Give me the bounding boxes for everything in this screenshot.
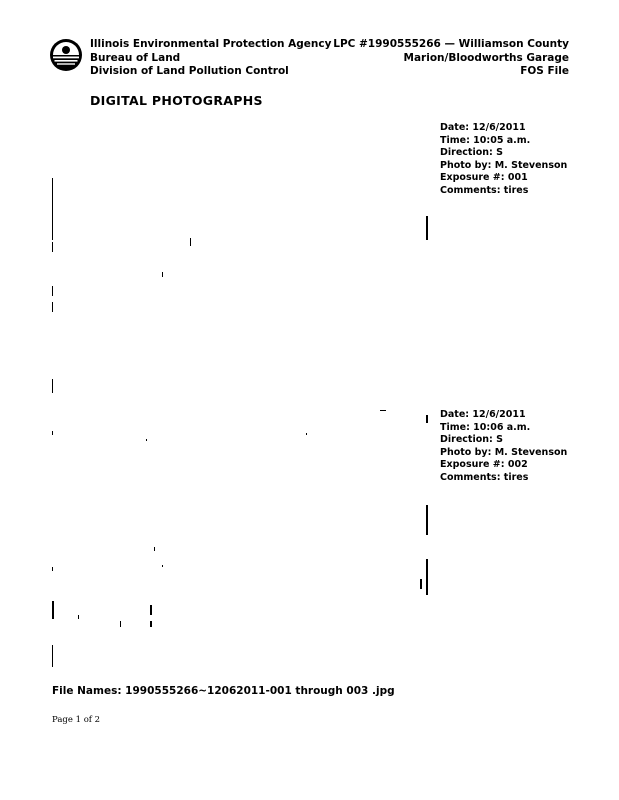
photo-comments: Comments: tires: [440, 184, 529, 196]
site-name: Marion/Bloodworths Garage: [403, 51, 569, 64]
agency-name: Illinois Environmental Protection Agency: [90, 38, 332, 50]
photo-2-details: [440, 409, 567, 485]
agency-header: [90, 38, 331, 79]
bureau-name: Bureau of Land: [90, 51, 181, 64]
file-names: File Names: 1990555266~12062011-001 through 003 .jpg: [52, 685, 395, 697]
photo-date: Date: 12/6/2011: [440, 409, 526, 420]
page-number: Page 1 of 2: [52, 715, 101, 725]
photo-time: Time: 10:05 a.m.: [440, 134, 531, 146]
photo-photographer: Photo by: M. Stevenson: [440, 159, 568, 171]
illinois-epa-logo-icon: [49, 38, 83, 72]
photo-2-image: [50, 375, 432, 670]
photo-direction: Direction: S: [440, 147, 503, 159]
photo-direction: Direction: S: [440, 434, 503, 446]
site-lpc-number: LPC #1990555266 — Williamson County: [333, 38, 569, 50]
photo-1-image: [50, 170, 432, 370]
photo-date: Date: 12/6/2011: [440, 122, 526, 133]
page-title: DIGITAL PHOTOGRAPHS: [90, 93, 263, 108]
photo-1-details: [440, 122, 567, 198]
photo-time: Time: 10:06 a.m.: [440, 421, 531, 433]
photo-exposure: Exposure #: 001: [440, 172, 528, 184]
photo-comments: Comments: tires: [440, 471, 529, 483]
division-name: Division of Land Pollution Control: [90, 65, 289, 77]
photo-exposure: Exposure #: 002: [440, 459, 528, 471]
file-type: FOS File: [520, 65, 569, 77]
photo-photographer: Photo by: M. Stevenson: [440, 446, 568, 458]
site-header: [333, 38, 569, 79]
